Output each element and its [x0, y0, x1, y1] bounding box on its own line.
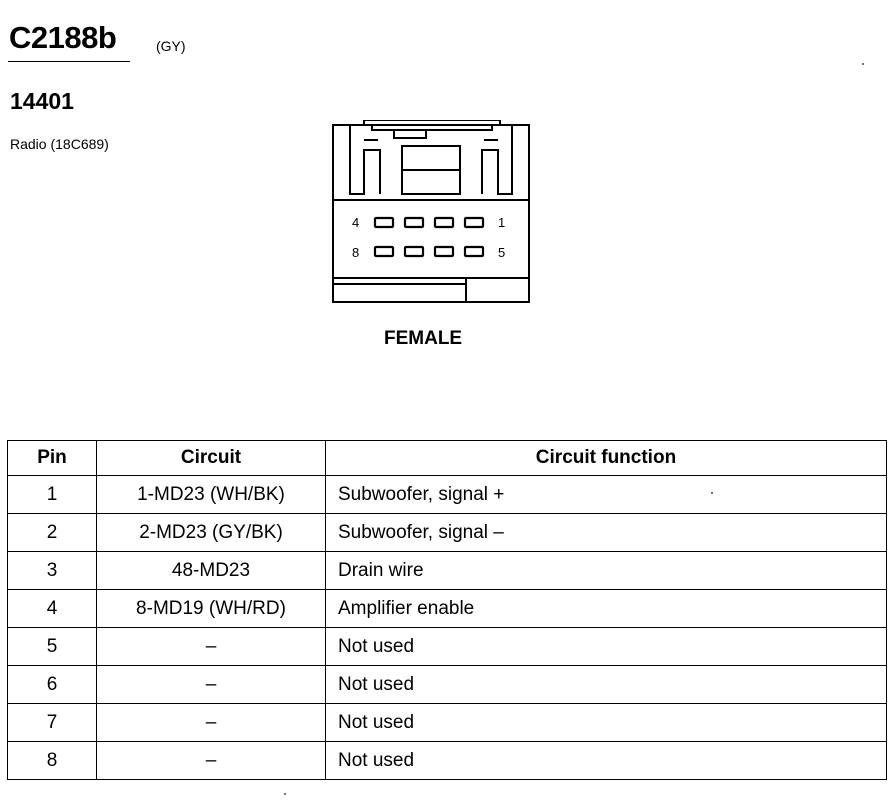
left-guide: [350, 125, 380, 194]
part-number: 14401: [10, 88, 74, 114]
cell-pin: 8: [8, 742, 97, 780]
cell-function: Amplifier enable: [326, 590, 887, 628]
connector-id: C2188b: [9, 20, 117, 55]
cell-function: Not used: [326, 666, 887, 704]
table-row: [8, 666, 887, 704]
table-row: [8, 514, 887, 552]
cell-pin: 3: [8, 552, 97, 590]
cell-pin: 5: [8, 628, 97, 666]
table-row: [8, 590, 887, 628]
cell-circuit: 8-MD19 (WH/RD): [97, 590, 326, 628]
cell-pin: 6: [8, 666, 97, 704]
cell-circuit: –: [97, 666, 326, 704]
cell-circuit: 2-MD23 (GY/BK): [97, 514, 326, 552]
component-name: Radio (18C689): [10, 136, 109, 152]
cell-circuit: 48-MD23: [97, 552, 326, 590]
scan-speck: [284, 793, 286, 795]
connector-id-underline: [8, 61, 130, 62]
cell-pin: 4: [8, 590, 97, 628]
cell-circuit: 1-MD23 (WH/BK): [97, 476, 326, 514]
table-row: [8, 476, 887, 514]
connector-color-code: (GY): [156, 38, 186, 54]
header-pin: Pin: [8, 441, 97, 476]
cell-function: Not used: [326, 742, 887, 780]
pin-label-1: 1: [498, 215, 506, 230]
cell-pin: 2: [8, 514, 97, 552]
pin-label-4: 4: [352, 215, 360, 230]
header-circuit: Circuit: [97, 441, 326, 476]
table-row: [8, 552, 887, 590]
table-row: [8, 704, 887, 742]
cell-function: Drain wire: [326, 552, 887, 590]
cell-pin: 1: [8, 476, 97, 514]
connector-gender-label: FEMALE: [384, 328, 463, 349]
cell-function: Subwoofer, signal +: [326, 476, 887, 514]
pinout-table: [7, 440, 887, 780]
cell-circuit: –: [97, 704, 326, 742]
cell-function: Subwoofer, signal –: [326, 514, 887, 552]
cell-pin: 7: [8, 704, 97, 742]
pin-label-8: 8: [352, 245, 360, 260]
pin-cavities: [375, 218, 483, 256]
cell-circuit: –: [97, 742, 326, 780]
right-guide: [482, 125, 512, 194]
connector-housing: [333, 125, 529, 302]
connector-face-diagram: [330, 120, 532, 304]
table-row: [8, 628, 887, 666]
scan-speck: [711, 492, 713, 494]
cell-function: Not used: [326, 704, 887, 742]
latch-slot: [394, 130, 426, 138]
table-row: [8, 742, 887, 780]
scan-speck: [862, 63, 864, 65]
header-circuit-function: Circuit function: [326, 441, 887, 476]
cell-circuit: –: [97, 628, 326, 666]
pin-label-5: 5: [498, 245, 506, 260]
cell-function: Not used: [326, 628, 887, 666]
table-header-row: [8, 441, 887, 476]
